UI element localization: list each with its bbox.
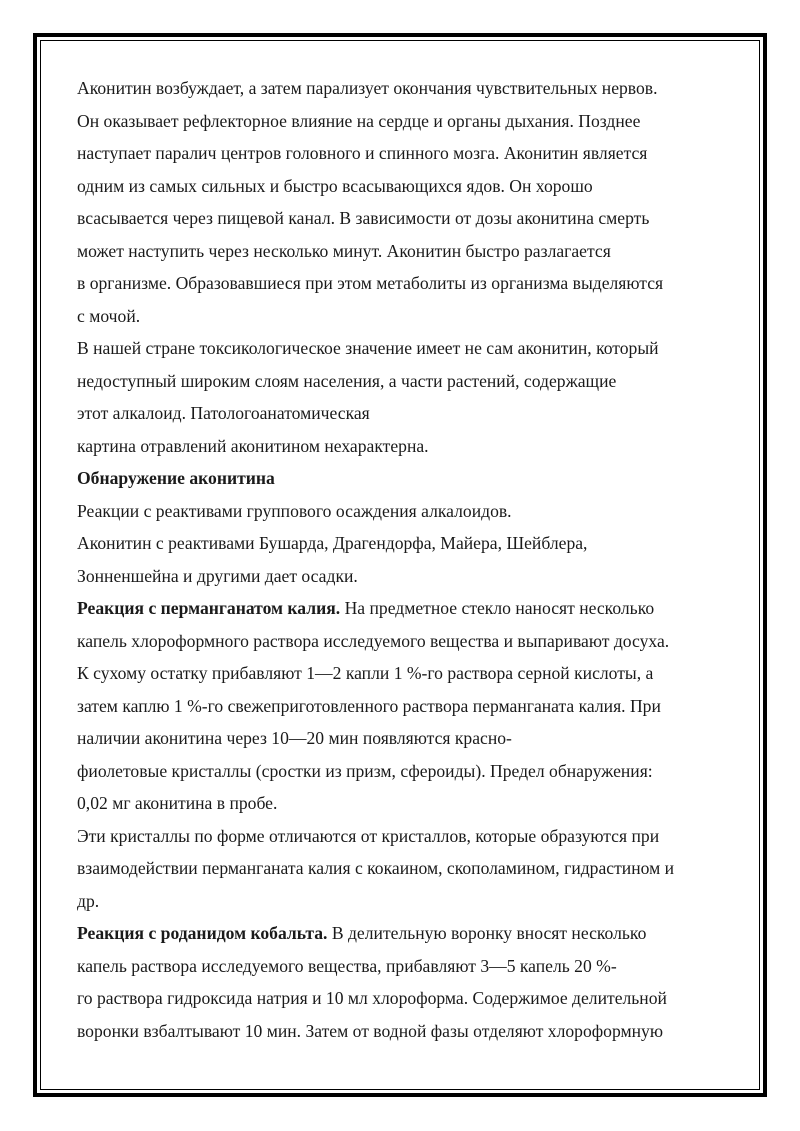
line-text: недоступный широким слоям населения, а части растений, содержащие xyxy=(77,370,617,391)
text-line xyxy=(77,982,737,1015)
line-text: одним из самых сильных и быстро всасывающихся ядов. Он хорошо xyxy=(77,175,593,196)
text-line xyxy=(77,657,737,690)
text-line xyxy=(77,495,737,528)
text-line xyxy=(77,787,737,820)
text-line xyxy=(77,332,737,365)
text-line xyxy=(77,690,737,723)
line-text: го раствора гидроксида натрия и 10 мл хлороформа. Содержимое делительной xyxy=(77,988,667,1008)
text-line xyxy=(77,462,737,495)
line-text: Реакции с реактивами группового осаждения алкалоидов. xyxy=(77,500,512,521)
text-line xyxy=(77,300,737,333)
text-line xyxy=(77,950,737,983)
text-line xyxy=(77,202,737,235)
text-line xyxy=(77,625,737,658)
bold-heading: Обнаружение аконитина xyxy=(77,468,275,488)
line-text: наличии аконитина через 10—20 мин появляются красно- xyxy=(77,728,512,748)
line-text: В нашей стране токсикологическое значение имеет не сам аконитин, который xyxy=(77,338,659,358)
line-text: Он оказывает рефлекторное влияние на сердце и органы дыхания. Позднее xyxy=(77,110,641,131)
line-text: в организме. Образовавшиеся при этом метаболиты из организма выделяются xyxy=(77,273,664,293)
line-text: картина отравлений аконитином нехарактерна. xyxy=(77,435,429,456)
text-line xyxy=(77,722,737,755)
line-text: К сухому остатку прибавляют 1—2 капли 1 %-го раствора серной кислоты, а xyxy=(77,663,654,683)
text-line xyxy=(77,560,737,593)
text-line xyxy=(77,397,737,430)
line-text: всасывается через пищевой канал. В зависимости от дозы аконитина смерть xyxy=(77,208,650,228)
text-line xyxy=(77,365,737,398)
text-line xyxy=(77,105,737,138)
text-line xyxy=(77,820,737,853)
text-line xyxy=(77,235,737,268)
line-text: На предметное стекло наносят несколько xyxy=(340,598,655,618)
line-text: с мочой. xyxy=(77,305,141,326)
line-text: наступает паралич центров головного и спинного мозга. Аконитин является xyxy=(77,143,648,163)
bold-heading: Реакция с перманганатом калия. xyxy=(77,598,341,618)
bold-heading: Реакция с роданидом кобальта. xyxy=(77,923,328,943)
line-text: фиолетовые кристаллы (сростки из призм, сфероиды). Предел обнаружения: xyxy=(77,760,653,781)
line-text: взаимодействии перманганата калия с кокаином, скополамином, гидрастином и xyxy=(77,858,675,878)
text-line xyxy=(77,267,737,300)
text-line xyxy=(77,170,737,203)
line-text: воронки взбалтывают 10 мин. Затем от водной фазы отделяют хлороформную xyxy=(77,1020,663,1041)
line-text: может наступить через несколько минут. Аконитин быстро разлагается xyxy=(77,240,611,261)
line-text: др. xyxy=(77,890,100,911)
line-text: затем каплю 1 %-го свежеприготовленного раствора перманганата калия. При xyxy=(77,695,661,716)
line-text: Аконитин с реактивами Бушарда, Драгендорфа, Майера, Шейблера, xyxy=(77,533,588,553)
line-text: капель раствора исследуемого вещества, прибавляют 3—5 капель 20 %- xyxy=(77,955,617,976)
text-line xyxy=(77,1015,737,1048)
text-line xyxy=(77,592,737,625)
text-line xyxy=(77,755,737,788)
line-text: этот алкалоид. Патологоанатомическая xyxy=(77,403,370,423)
line-text: капель хлороформного раствора исследуемого вещества и выпаривают досуха. xyxy=(77,630,670,651)
text-line xyxy=(77,885,737,918)
line-text: Аконитин возбуждает, а затем парализует окончания чувствительных нервов. xyxy=(77,78,658,98)
line-text: Эти кристаллы по форме отличаются от кристаллов, которые образуются при xyxy=(77,825,660,846)
text-line xyxy=(77,430,737,463)
line-text: Зонненшейна и другими дает осадки. xyxy=(77,565,358,586)
text-line xyxy=(77,917,737,950)
document-body xyxy=(77,72,737,1047)
text-line xyxy=(77,852,737,885)
text-line xyxy=(77,72,737,105)
line-text: В делительную воронку вносят несколько xyxy=(327,923,647,943)
text-line xyxy=(77,137,737,170)
line-text: 0,02 мг аконитина в пробе. xyxy=(77,793,278,813)
text-line xyxy=(77,527,737,560)
